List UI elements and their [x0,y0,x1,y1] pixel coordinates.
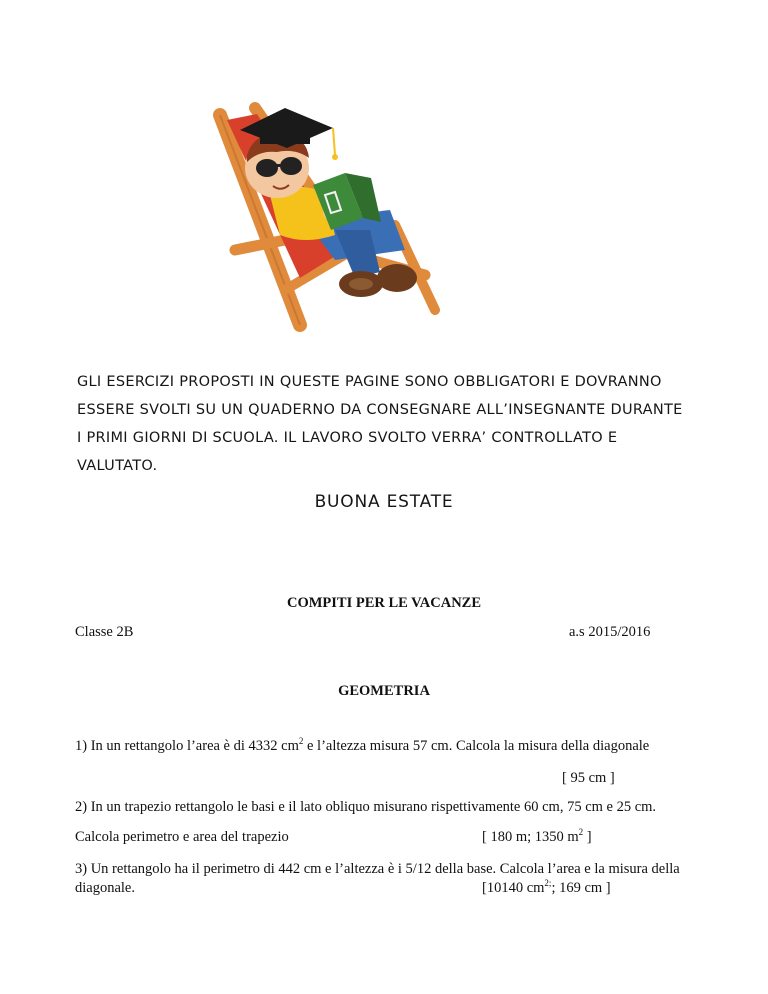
notice-line: GLI ESERCIZI PROPOSTI IN QUESTE PAGINE SONO OBBLIGATORI E DOVRANNO [77,374,662,390]
exercise-2-text: 2) In un trapezio rettangolo le basi e il lato obliquo misurano rispettivamente 60 cm, 75 cm e 25 cm. [75,799,657,815]
answer-text: ; 169 cm ] [551,880,611,896]
exercise-text: e l’altezza misura 57 cm. Calcola la misura della diagonale [303,738,650,754]
exercise-3-answer [482,880,611,897]
exercise-text: 1) In un rettangolo l’area è di 4332 cm [75,738,299,754]
greeting-heading: BUONA ESTATE [314,492,454,512]
superscript: 2; [544,878,552,889]
exercise-1-text [75,738,649,755]
exercise-3-text-continued: diagonale. [75,880,135,896]
instructions-notice [77,368,697,480]
answer-text: [ 180 m; 1350 m [482,829,579,845]
exercise-2-text-continued: Calcola perimetro e area del trapezio [75,829,289,845]
exercise-1-answer: [ 95 cm ] [562,770,615,786]
answer-text: ] [583,829,592,845]
superscript: 2 [578,827,584,838]
kid-deckchair-illustration [185,100,445,345]
answer-text: [10140 cm [482,880,545,896]
class-label: Classe 2B [75,624,134,640]
notice-line: VALUTATO. [77,458,158,474]
superscript: 2 [298,736,304,747]
notice-line: I PRIMI GIORNI DI SCUOLA. IL LAVORO SVOLTO VERRA’ CONTROLLATO E [77,430,618,446]
exercise-2-answer [482,829,592,846]
school-year: a.s 2015/2016 [569,624,651,640]
subject-heading: GEOMETRIA [338,683,430,699]
notice-line: ESSERE SVOLTI SU UN QUADERNO DA CONSEGNARE ALL’INSEGNANTE DURANTE [77,402,683,418]
exercise-3-text: 3) Un rettangolo ha il perimetro di 442 cm e l’altezza è i 5/12 della base. Calcola l’area e la misura della [75,861,680,877]
page-title: COMPITI PER LE VACANZE [286,595,482,611]
